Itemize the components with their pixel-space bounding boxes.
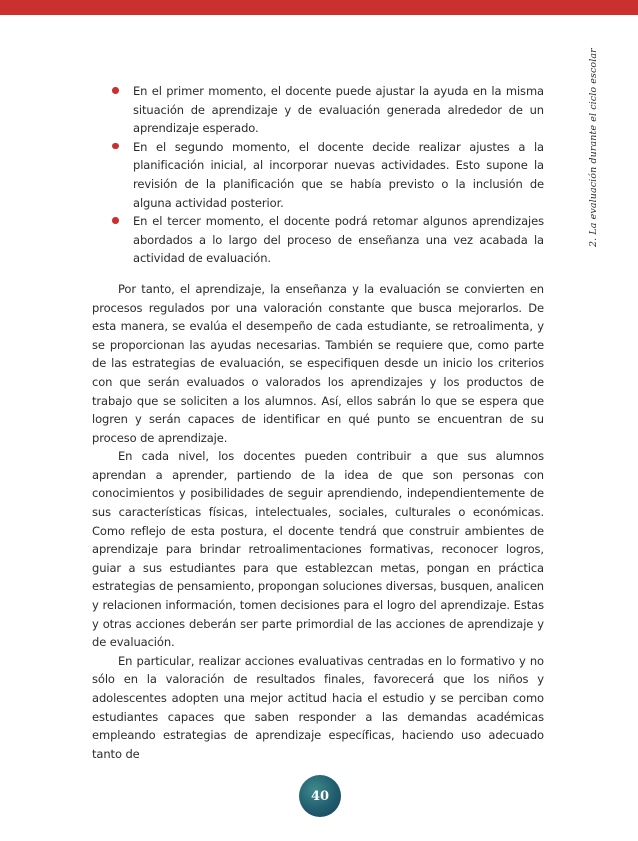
bullet-dot-icon bbox=[112, 143, 119, 150]
body-paragraph-2: En cada nivel, los docentes pueden contribuir a que sus alumnos aprendan a aprender, partiendo de la idea de que son personas con conocimientos y posibilidades de seguir aprendiendo, independientemente de sus características físicas, intelectuales, sociales, culturales o económicas. Como reflejo de esta postura, el docente tendrá que construir ambientes de aprendizaje para brindar retroalimentaciones formativas, reconocer logros, guiar a sus estudiantes para que establezcan metas, pongan en práctica estrategias de pensamiento, propongan soluciones diversas, busquen, analicen y relacionen información, tomen decisiones para el logro del aprendizaje. Estas y otras acciones deberán ser parte primordial de las acciones de aprendizaje y de evaluación. bbox=[92, 449, 544, 650]
bullet-item-2 bbox=[92, 138, 544, 212]
bullet-dot-icon bbox=[112, 217, 119, 224]
bullet-list bbox=[92, 82, 544, 268]
bullet-item-1 bbox=[92, 82, 544, 138]
chapter-side-title: 2. La evaluación durante el ciclo escolar bbox=[588, 48, 599, 247]
bullet-text-2: En el segundo momento, el docente decide realizar ajustes a la planificación inicial, al incorporar nuevas actividades. Esto supone la revisión de la planificación que se había previsto o la inclusión de alguna actividad posterior. bbox=[133, 139, 544, 210]
bullet-text-1: En el primer momento, el docente puede ajustar la ayuda en la misma situación de aprendizaje y de evaluación generada alrededor de un aprendizaje esperado. bbox=[133, 84, 544, 136]
body-paragraph-1: Por tanto, el aprendizaje, la enseñanza y la evaluación se convierten en procesos regulados por una valoración constante que busca mejorarlos. De esta manera, se evalúa el desempeño de cada estudiante, se retroalimenta, y se proporcionan las ayudas necesarias. También se requiere que, como parte de las estrategias de evaluación, se especifiquen desde un inicio los criterios con que serán evaluados o valorados los aprendizajes y los productos de trabajo que se soliciten a los alumnos. Así, ellos sabrán lo que se espera que logren y serán capaces de identificar en qué punto se encuentran de su proceso de aprendizaje. bbox=[92, 281, 544, 445]
page-number: 40 bbox=[310, 788, 330, 804]
page-number-badge bbox=[299, 775, 341, 817]
bullet-item-3 bbox=[92, 212, 544, 268]
body-paragraph-3: En particular, realizar acciones evaluativas centradas en lo formativo y no sólo en la valoración de resultados finales, favorecerá que los niños y adolescentes adopten una mejor actitud hacia el estudio y se perciban como estudiantes capaces que saben responder a las demandas académicas empleando estrategias de aprendizaje específicas, haciendo uso adecuado tanto de bbox=[92, 653, 544, 761]
page-content bbox=[92, 82, 544, 763]
top-accent-bar bbox=[0, 0, 638, 15]
bullet-text-3: En el tercer momento, el docente podrá retomar algunos aprendizajes abordados a lo largo del proceso de enseñanza una vez acabada la actividad de evaluación. bbox=[133, 214, 544, 266]
bullet-dot-icon bbox=[112, 87, 119, 94]
